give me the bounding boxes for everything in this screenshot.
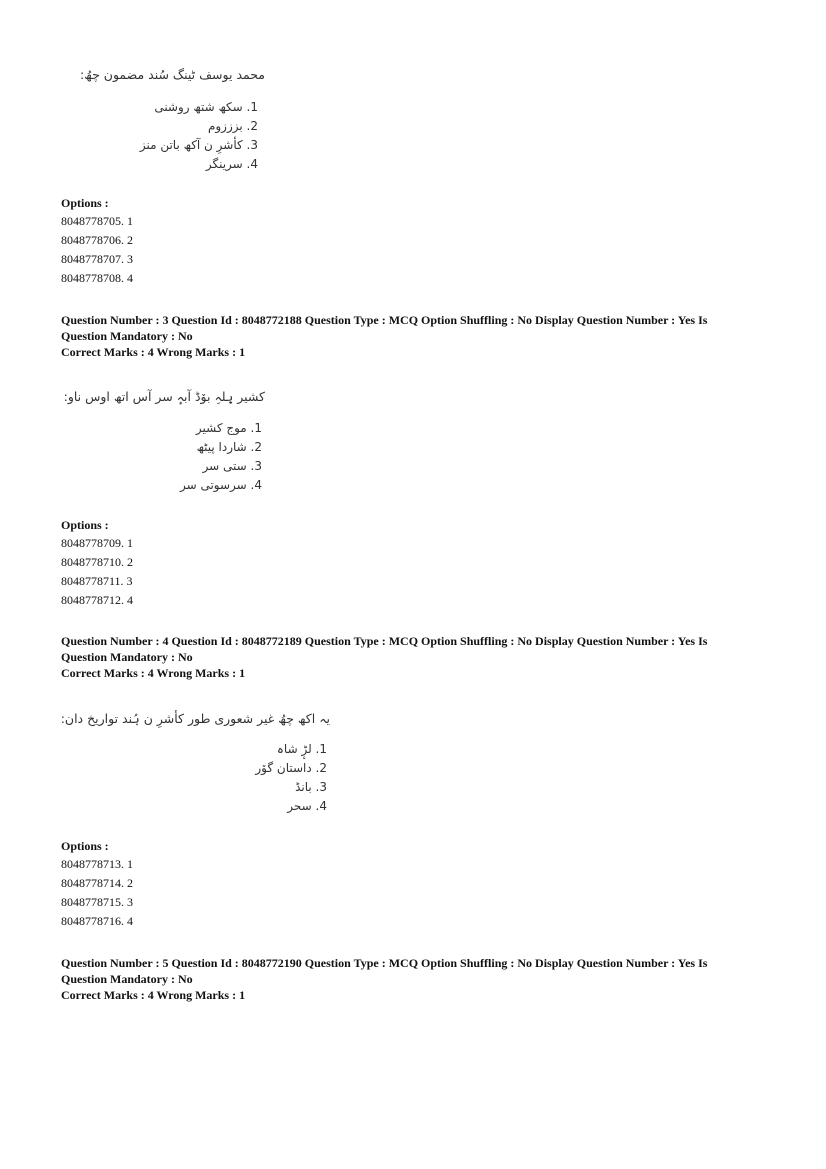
option-ids: [61, 212, 133, 288]
question-2-options: [140, 98, 258, 174]
question-4-header: [61, 633, 761, 681]
options-label: Options :: [61, 518, 109, 532]
option-id: 8048778716. 4: [61, 914, 133, 928]
option-ids: [61, 855, 133, 931]
option-id: 8048778715. 3: [61, 895, 133, 909]
question-meta: Question Number : 3 Question Id : 8048772188 Question Type : MCQ Option Shuffling : No Display Question Number : Yes Is: [61, 313, 708, 327]
question-meta: Question Number : 4 Question Id : 8048772189 Question Type : MCQ Option Shuffling : No Display Question Number : Yes Is: [61, 634, 708, 648]
option-4: 4. سرسوتی سر: [179, 478, 262, 492]
option-3: 3. بانڈ: [295, 780, 327, 794]
option-ids: [61, 534, 133, 610]
option-2: 2. شاردا پیٹھ: [196, 440, 262, 454]
question-3-header: [61, 312, 761, 360]
option-id: 8048778706. 2: [61, 233, 133, 247]
option-id: 8048778709. 1: [61, 536, 133, 550]
question-3-options: [180, 419, 262, 495]
question-mandatory: Question Mandatory : No: [61, 650, 193, 664]
option-id: 8048778713. 1: [61, 857, 133, 871]
option-4: 4. سحر: [287, 799, 327, 813]
question-mandatory: Question Mandatory : No: [61, 972, 193, 986]
question-marks: Correct Marks : 4 Wrong Marks : 1: [61, 345, 246, 359]
option-id: 8048778711. 3: [61, 574, 133, 588]
option-1: 1. لڑٕ شاہ: [276, 742, 327, 756]
question-mandatory: Question Mandatory : No: [61, 329, 193, 343]
question-4-options: [255, 740, 327, 816]
option-1: 1. موج کشیر: [195, 421, 262, 435]
options-label: Options :: [61, 196, 109, 210]
option-id: 8048778708. 4: [61, 271, 133, 285]
option-id: 8048778705. 1: [61, 214, 133, 228]
question-2-text: محمد یوسف ٹینگ سُند مضمون چھُ:: [79, 67, 265, 82]
question-marks: Correct Marks : 4 Wrong Marks : 1: [61, 666, 246, 680]
question-meta: Question Number : 5 Question Id : 8048772190 Question Type : MCQ Option Shuffling : No Display Question Number : Yes Is: [61, 956, 708, 970]
question-3-text: کشیر یٖلہِ بوٚڈ آبہٕ سر آس اتھ اوس ناو:: [63, 389, 265, 404]
question-4-text: یہ اکھ چھُ غیر شعوری طور کأشرِ ن ہُند تواریخ دان:: [60, 711, 330, 726]
question-marks: Correct Marks : 4 Wrong Marks : 1: [61, 988, 246, 1002]
option-2: 2. بزززوم: [207, 119, 258, 133]
option-1: 1. سکھ شتھ روشنی: [154, 100, 258, 114]
option-3: 3. کأشرِ ن آکھ باتن منز: [139, 138, 258, 152]
options-label: Options :: [61, 839, 109, 853]
option-2: 2. داستان گوٚر: [255, 761, 327, 775]
option-id: 8048778712. 4: [61, 593, 133, 607]
option-id: 8048778714. 2: [61, 876, 133, 890]
question-5-header: [61, 955, 761, 1003]
option-id: 8048778707. 3: [61, 252, 133, 266]
option-3: 3. ستی سر: [202, 459, 262, 473]
option-4: 4. سرینگر: [205, 157, 258, 171]
option-id: 8048778710. 2: [61, 555, 133, 569]
